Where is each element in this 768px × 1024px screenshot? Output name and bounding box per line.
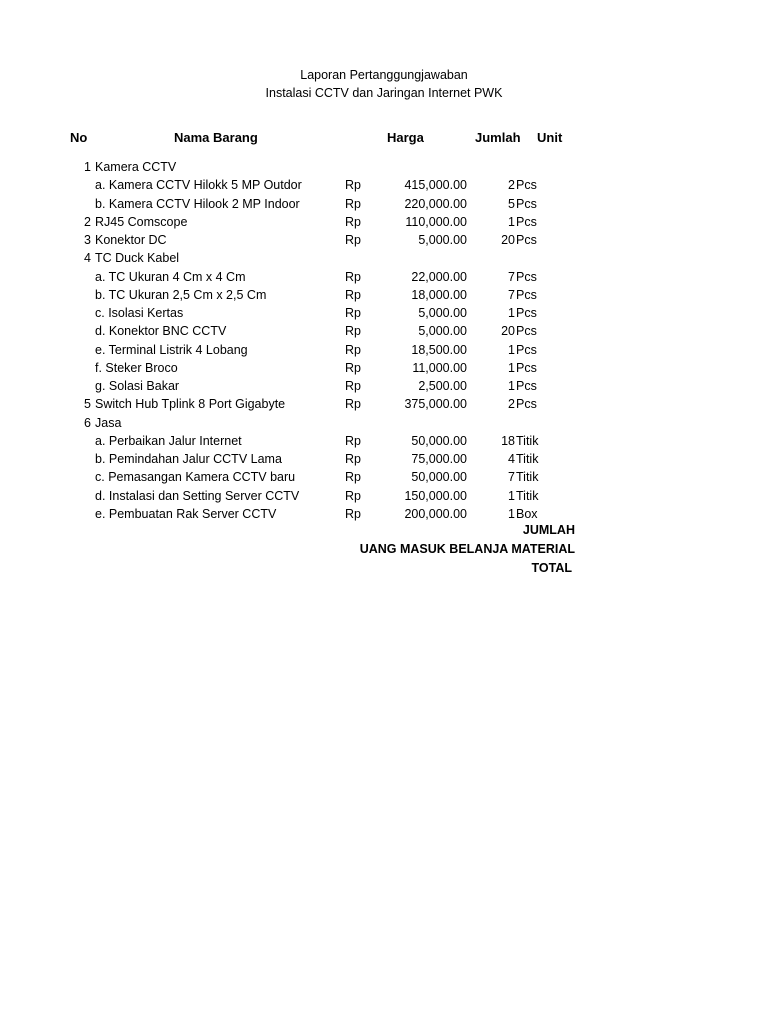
- item-name: b. TC Ukuran 2,5 Cm x 2,5 Cm: [95, 287, 267, 302]
- item-quantity: 1: [508, 214, 515, 229]
- item-quantity: 18: [501, 433, 515, 448]
- item-number: 5: [84, 397, 91, 412]
- item-unit: Titik: [516, 433, 539, 448]
- item-name: b. Pemindahan Jalur CCTV Lama: [95, 452, 282, 466]
- header-no: No: [70, 130, 88, 145]
- item-price: 150,000.00: [404, 488, 467, 503]
- item-quantity: 7: [508, 287, 515, 302]
- table-row: [0, 231, 768, 249]
- header-harga: Harga: [387, 130, 424, 145]
- summary-uang-masuk: UANG MASUK BELANJA MATERIAL: [359, 542, 575, 556]
- item-name: g. Solasi Bakar: [95, 379, 180, 393]
- currency-label: Rp: [345, 269, 361, 284]
- item-unit: Pcs: [516, 196, 537, 211]
- currency-label: Rp: [345, 360, 361, 375]
- item-number: 4: [84, 251, 91, 266]
- table-row: [0, 414, 768, 432]
- item-name: Konektor DC: [95, 233, 167, 247]
- report-title: Laporan Pertanggungjawaban: [300, 68, 468, 82]
- item-price: 75,000.00: [411, 452, 467, 466]
- table-row: [0, 158, 768, 176]
- report-subtitle: Instalasi CCTV dan Jaringan Internet PWK: [265, 86, 503, 100]
- item-name: d. Konektor BNC CCTV: [95, 324, 227, 339]
- currency-label: Rp: [345, 178, 361, 193]
- table-row: [0, 176, 768, 194]
- item-name: Switch Hub Tplink 8 Port Gigabyte: [95, 397, 286, 412]
- item-quantity: 2: [508, 397, 515, 412]
- item-quantity: 1: [508, 306, 515, 320]
- table-row: [0, 505, 768, 523]
- item-unit: Titik: [516, 470, 539, 485]
- currency-label: Rp: [345, 506, 361, 521]
- item-price: 11,000.00: [412, 360, 467, 375]
- table-row: [0, 395, 768, 413]
- item-number: 1: [84, 160, 91, 174]
- item-name: c. Isolasi Kertas: [95, 306, 184, 320]
- item-price: 22,000.00: [411, 269, 467, 284]
- table-row: [0, 487, 768, 505]
- table-row: [0, 249, 768, 267]
- item-name: c. Pemasangan Kamera CCTV baru: [95, 470, 296, 485]
- item-unit: Pcs: [516, 324, 537, 339]
- item-number: 2: [84, 214, 91, 229]
- table-row: [0, 359, 768, 377]
- item-name: RJ45 Comscope: [95, 214, 188, 229]
- item-price: 220,000.00: [404, 196, 467, 211]
- table-row: [0, 432, 768, 450]
- item-unit: Box: [516, 506, 538, 521]
- item-unit: Pcs: [516, 306, 537, 320]
- table-row: [0, 468, 768, 486]
- item-name: e. Terminal Listrik 4 Lobang: [95, 342, 248, 357]
- item-unit: Pcs: [516, 287, 537, 302]
- item-name: a. TC Ukuran 4 Cm x 4 Cm: [95, 269, 246, 284]
- table-row: [0, 213, 768, 231]
- item-quantity: 2: [508, 178, 515, 193]
- item-quantity: 1: [508, 488, 515, 503]
- item-price: 375,000.00: [404, 397, 467, 412]
- item-quantity: 1: [508, 360, 515, 375]
- currency-label: Rp: [345, 324, 361, 339]
- item-name: d. Instalasi dan Setting Server CCTV: [95, 488, 300, 503]
- item-table: [0, 158, 768, 523]
- item-price: 5,000.00: [418, 324, 467, 339]
- item-unit: Pcs: [516, 379, 537, 393]
- item-quantity: 1: [508, 379, 515, 393]
- table-row: [0, 268, 768, 286]
- item-quantity: 20: [501, 324, 515, 339]
- item-price: 18,500.00: [411, 342, 467, 357]
- item-unit: Pcs: [516, 397, 537, 412]
- item-name: f. Steker Broco: [95, 360, 178, 375]
- summary-total: TOTAL: [531, 561, 572, 575]
- item-price: 2,500.00: [418, 379, 467, 393]
- item-quantity: 4: [508, 452, 515, 466]
- currency-label: Rp: [345, 306, 361, 320]
- summary-jumlah: JUMLAH: [522, 523, 575, 537]
- item-unit: Titik: [516, 452, 539, 466]
- item-unit: Pcs: [516, 233, 537, 247]
- item-price: 50,000.00: [411, 433, 467, 448]
- item-number: 6: [84, 415, 91, 430]
- table-row: [0, 341, 768, 359]
- item-quantity: 1: [508, 342, 515, 357]
- currency-label: Rp: [345, 470, 361, 485]
- item-name: a. Kamera CCTV Hilokk 5 MP Outdor: [95, 178, 302, 193]
- currency-label: Rp: [345, 452, 361, 466]
- item-name: TC Duck Kabel: [95, 251, 180, 266]
- currency-label: Rp: [345, 379, 361, 393]
- item-name: Kamera CCTV: [95, 160, 177, 174]
- item-price: 18,000.00: [411, 287, 467, 302]
- item-name: a. Perbaikan Jalur Internet: [95, 433, 242, 448]
- table-row: [0, 304, 768, 322]
- currency-label: Rp: [345, 397, 361, 412]
- header-unit: Unit: [537, 130, 563, 145]
- item-unit: Pcs: [516, 214, 537, 229]
- header-jumlah: Jumlah: [475, 130, 521, 145]
- item-unit: Pcs: [516, 269, 537, 284]
- currency-label: Rp: [345, 342, 361, 357]
- item-name: e. Pembuatan Rak Server CCTV: [95, 506, 277, 521]
- item-unit: Pcs: [516, 178, 537, 193]
- item-quantity: 7: [508, 470, 515, 485]
- item-price: 415,000.00: [404, 178, 467, 193]
- item-price: 110,000.00: [405, 214, 467, 229]
- table-row: [0, 195, 768, 213]
- item-name: Jasa: [95, 415, 122, 430]
- currency-label: Rp: [345, 287, 361, 302]
- item-price: 50,000.00: [411, 470, 467, 485]
- currency-label: Rp: [345, 433, 361, 448]
- item-price: 5,000.00: [418, 233, 467, 247]
- item-quantity: 1: [508, 506, 515, 521]
- table-row: [0, 377, 768, 395]
- table-row: [0, 322, 768, 340]
- item-quantity: 20: [501, 233, 515, 247]
- item-unit: Titik: [516, 488, 539, 503]
- item-unit: Pcs: [516, 360, 537, 375]
- item-name: b. Kamera CCTV Hilook 2 MP Indoor: [95, 196, 300, 211]
- item-price: 200,000.00: [404, 506, 467, 521]
- table-row: [0, 286, 768, 304]
- item-quantity: 5: [508, 196, 515, 211]
- currency-label: Rp: [345, 214, 361, 229]
- table-row: [0, 450, 768, 468]
- header-nama-barang: Nama Barang: [174, 130, 258, 145]
- item-price: 5,000.00: [418, 306, 467, 320]
- item-unit: Pcs: [516, 342, 537, 357]
- currency-label: Rp: [345, 233, 361, 247]
- currency-label: Rp: [345, 196, 361, 211]
- item-number: 3: [84, 233, 91, 247]
- currency-label: Rp: [345, 488, 361, 503]
- item-quantity: 7: [508, 269, 515, 284]
